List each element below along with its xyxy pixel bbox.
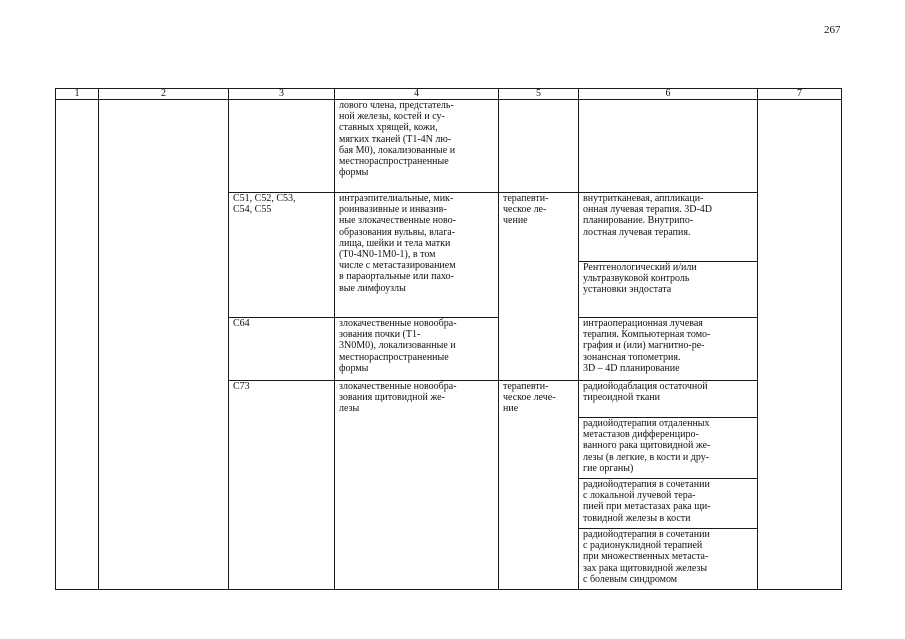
column-header: 5: [499, 89, 579, 100]
column-1-cell: [56, 100, 99, 590]
page-number: 267: [824, 24, 841, 36]
treatment-method-cell: радиойодаблация остаточной тиреоидной ткани: [579, 381, 758, 418]
column-header: 1: [56, 89, 99, 100]
column-2-cell: [99, 100, 229, 590]
diagnosis-code-cell: C64: [229, 318, 335, 381]
treatment-type-cell: терапевти- ческое лече- ние: [499, 381, 579, 590]
model-patient-cell: интраэпителиальные, мик- роинвазивные и инвазив- ные злокачественные ново- образования вульвы, влага- лища, шейки и тела матки (T0-4N0-1M0-1), в том числе с метастазированием в параортальные или пахо- вые лимфоузлы: [335, 193, 499, 318]
treatment-method-cell: радиойодтерапия в сочетании с локальной лучевой тера- пией при метастазах рака щи- товидной железы в кости: [579, 479, 758, 529]
column-header: 6: [579, 89, 758, 100]
column-7-cell: [758, 100, 842, 590]
model-patient-cell: злокачественные новообра- зования почки (T1- 3N0M0), локализованные и местнораспространенные формы: [335, 318, 499, 381]
column-number-row: [56, 89, 842, 100]
column-header: 2: [99, 89, 229, 100]
treatment-method-cell: Рентгенологический и/или ультразвуковой контроль установки эндостата: [579, 262, 758, 318]
diagnosis-code-cell: C51, C52, C53, C54, C55: [229, 193, 335, 318]
diagnosis-code-cell: C73: [229, 381, 335, 590]
treatment-method-cell: радиойодтерапия в сочетании с радионуклидной терапией при множественных метаста- зах рака щитовидной железы с болевым синдромом: [579, 529, 758, 590]
treatment-method-cell: [579, 100, 758, 193]
diagnosis-code-cell: [229, 100, 335, 193]
treatment-method-cell: интраоперационная лучевая терапия. Компьютерная томо- графия и (или) магнитно-ре- зонансная топометрия. 3D – 4D планирование: [579, 318, 758, 381]
treatment-method-cell: внутритканевая, аппликаци- онная лучевая терапия. 3D-4D планирование. Внутрипо- лостная лучевая терапия.: [579, 193, 758, 262]
treatment-type-cell: [499, 100, 579, 193]
model-patient-cell: злокачественные новообра- зования щитовидной же- лезы: [335, 381, 499, 590]
column-header: 4: [335, 89, 499, 100]
treatment-method-cell: радиойодтерапия отдаленных метастазов дифференциро- ванного рака щитовидной же- лезы (в легкие, в кости и дру- гие органы): [579, 418, 758, 479]
model-patient-cell: лового члена, предстатель- ной железы, костей и су- ставных хрящей, кожи, мягких тканей (T1-4N лю- бая M0), локализованные и местнораспространенные формы: [335, 100, 499, 193]
column-header: 3: [229, 89, 335, 100]
column-header: 7: [758, 89, 842, 100]
medical-procedures-table: [55, 88, 842, 590]
treatment-type-cell: терапевти- ческое ле- чение: [499, 193, 579, 381]
table-row: [56, 100, 842, 193]
